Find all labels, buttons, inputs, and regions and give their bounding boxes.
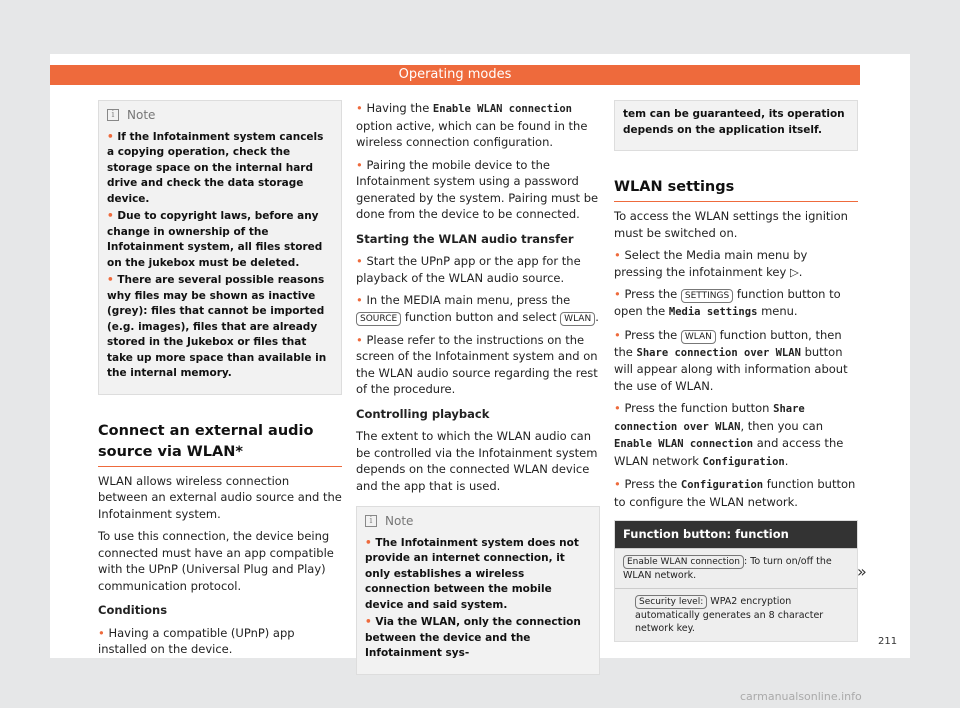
function-table: Function button: function Enable WLAN connection : To turn on/off the WLAN network. Security level: WPA2 encryption automatically generates an 8 character network key. [614,520,858,642]
source-key: SOURCE [356,312,401,326]
column-3: tem can be guaranteed, its operation depends on the application itself. WLAN settings To access the WLAN settings the ignition must be switched on. • Select the Media main menu by pressing the infotainment key ▷. • Press the SETTINGS function button to open the Media settings menu. • Press the WLAN function button, then the Share connection over WLAN button will appear along with information about the use of WLAN. • Press the function button Share connection over WLAN, then you can Enable WLAN connection and access the WLAN network Configuration. • Press the Configuration function button to configure the WLAN network. Function button: function Enable WLAN connection : To turn on/off the WLAN network. Security level: WPA2 encryption automatically generates an 8 character network key. [614,100,858,642]
play-icon: ▷ [789,264,799,279]
note-box: i Note • If the Infotainment system cancels a copying operation, check the storage space on the internal hard drive and check the data storage device. • Due to copyright laws, before any change in ownership of the Infotainment system, all files stored on the jukebox must be deleted. • There are several possible reasons why files may be shown as inactive (grey): files that cannot be imported (e.g. images), files that are already stored in the Jukebox or files that take up more space than available in the internal memory. [98,100,342,395]
continue-arrow-icon: » [857,562,867,581]
watermark: carmanualsonline.info [740,690,862,703]
section-heading: Connect an external audio source via WLAN* [98,421,342,467]
column-2: • Having the Enable WLAN connection option active, which can be found in the wireless connection configuration. • Pairing the mobile device to the Infotainment system using a password generated by the system. Pairing must be done from the device to be connected. Starting the WLAN audio transfer • Start the UPnP app or the app for the playback of the WLAN audio source. • In the MEDIA main menu, press the SOURCE function button and select WLAN . • Please refer to the instructions on the screen of the Infotainment system and on the WLAN audio source regarding the rest of the procedure. Controlling playback The extent to which the WLAN audio can be controlled via the Infotainment system depends on the connected WLAN device and the app that is used. i Note • The Infotainment system does not provide an internet connection, it only establishes a wireless connection between the mobile device and said system. • Via the WLAN, only the connection between the device and the Infotainment sys- [356,100,600,675]
page-number: 211 [878,636,898,647]
info-icon: i [365,515,377,527]
section-heading: WLAN settings [614,177,858,202]
page-header: Operating modes [50,65,860,85]
note-box: i Note • The Infotainment system does not provide an internet connection, it only establishes a wireless connection between the mobile device and said system. • Via the WLAN, only the connection between the device and the Infotainment sys- [356,506,600,675]
wlan-key: WLAN [560,312,595,326]
column-1: i Note • If the Infotainment system cancels a copying operation, check the storage space on the internal hard drive and check the data storage device. • Due to copyright laws, before any change in ownership of the Infotainment system, all files stored on the jukebox must be deleted. • There are several possible reasons why files may be shown as inactive (grey): files that cannot be imported (e.g. images), files that are already stored in the Jukebox or files that take up more space than available in the internal memory. Connect an external audio source via WLAN* WLAN allows wireless connection between an external audio source and the Infotainment system. To use this connection, the device being connected must have an app compatible with the UPnP (Universal Plug and Play) communication protocol. Conditions • Having a compatible (UPnP) app installed on the device. [98,100,342,658]
wlan-key: WLAN [681,330,716,344]
settings-key: SETTINGS [681,289,733,303]
info-icon: i [107,109,119,121]
note-box-continued: tem can be guaranteed, its operation depends on the application itself. [614,100,858,151]
